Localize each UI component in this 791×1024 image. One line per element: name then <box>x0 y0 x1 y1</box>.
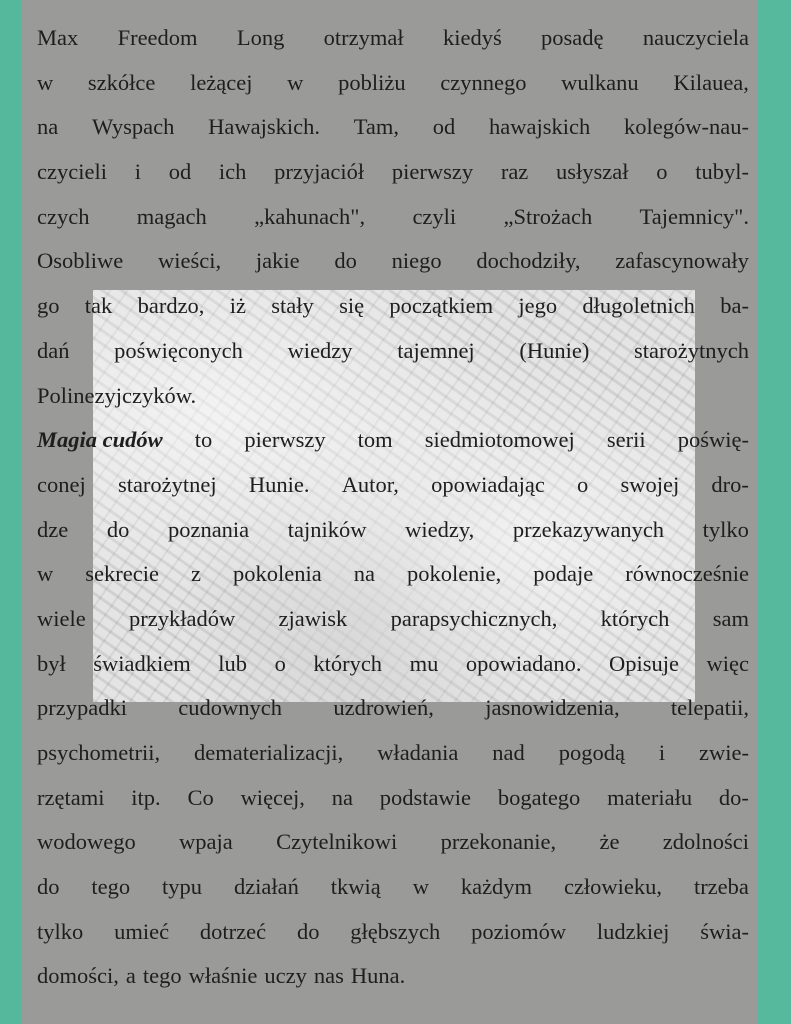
text-line <box>37 105 749 150</box>
word: których <box>600 605 670 631</box>
word: wulkanu <box>561 69 639 95</box>
text-line <box>37 239 749 284</box>
word: człowieku, <box>563 874 663 900</box>
word: że <box>599 829 620 855</box>
word: się <box>339 293 365 319</box>
word: tego <box>91 874 131 900</box>
right-border <box>758 0 791 1024</box>
word: początkiem <box>389 293 494 319</box>
word: starożytnych <box>634 337 749 363</box>
word: sekrecie <box>85 561 159 587</box>
word: na <box>353 561 375 587</box>
word: w <box>287 69 304 95</box>
word: starożytnej <box>117 471 217 497</box>
word: czyli <box>412 203 457 229</box>
word: uczy <box>264 963 307 989</box>
word: bardzo, <box>137 293 205 319</box>
word: pokolenia <box>232 561 322 587</box>
word: Tam, <box>353 114 400 140</box>
word: pobliżu <box>338 69 406 95</box>
word: do- <box>718 784 749 810</box>
word: jego <box>518 293 558 319</box>
word: przyjaciół <box>274 159 365 185</box>
word: ludzkiej <box>596 918 670 944</box>
text-line <box>37 150 749 195</box>
text-line <box>37 552 749 597</box>
word: równocześnie <box>625 561 749 587</box>
text-line <box>37 865 749 910</box>
word: wpaja <box>179 829 233 855</box>
word: poznania <box>167 516 250 542</box>
word: do <box>37 874 60 900</box>
text-line <box>37 463 749 508</box>
word: siedmiotomowej <box>424 427 575 453</box>
word: Polinezyjczyków. <box>37 382 197 408</box>
word: swojej <box>620 471 680 497</box>
word: więcej, <box>240 784 305 810</box>
word: poziomów <box>471 918 567 944</box>
word: Czytelnikowi <box>276 829 398 855</box>
word: serii <box>606 427 646 453</box>
word: w <box>412 874 429 900</box>
word: dań <box>37 337 70 363</box>
text-line <box>37 820 749 865</box>
word: jakie <box>255 248 300 274</box>
word: stały <box>271 293 314 319</box>
word: tkwią <box>330 874 381 900</box>
left-border <box>0 0 22 1024</box>
word: pokolenie, <box>406 561 502 587</box>
word: przekonanie, <box>440 829 557 855</box>
word: sam <box>712 605 749 631</box>
word: materiału <box>607 784 693 810</box>
word: jasnowidzenia, <box>485 695 620 721</box>
text-line <box>37 374 749 419</box>
word: typu <box>162 874 203 900</box>
word: Huna. <box>350 963 406 989</box>
word: tylko <box>702 516 749 542</box>
word: i <box>658 740 666 765</box>
word: władania <box>377 740 459 765</box>
book-title: Magia cudów <box>37 427 163 453</box>
word: działań <box>233 874 299 900</box>
word: do <box>296 918 320 944</box>
word: ba- <box>720 293 749 319</box>
text-line <box>37 61 749 106</box>
word: trzeba <box>693 874 749 900</box>
text-line <box>37 508 749 553</box>
word: w <box>37 69 54 95</box>
word: „kahunach", <box>254 203 366 229</box>
word: na <box>331 784 353 810</box>
word: kiedyś <box>442 25 502 50</box>
word: uzdrowień, <box>333 695 434 721</box>
word: Long <box>236 25 285 50</box>
text-line <box>37 954 749 999</box>
word: niego <box>391 248 442 274</box>
word: szkółce <box>87 69 156 95</box>
word: pogodą <box>558 740 625 765</box>
word: wieści, <box>158 248 222 274</box>
text-line <box>37 329 749 374</box>
word: dotrzeć <box>199 918 267 944</box>
word: tylko <box>37 918 84 944</box>
word: poświęconych <box>114 337 243 363</box>
word: iż <box>229 293 246 319</box>
word: dro- <box>711 471 749 497</box>
word: parapsychicznych, <box>390 605 558 631</box>
word: leżącej <box>190 69 253 95</box>
word: go <box>37 293 60 319</box>
word: zdolności <box>662 829 749 855</box>
word: Tajemnicy". <box>639 203 749 229</box>
word: Max <box>37 25 79 50</box>
word: rzętami <box>37 784 105 810</box>
word: do <box>106 516 130 542</box>
word: z <box>190 561 201 587</box>
word: Freedom <box>117 25 198 50</box>
text-line <box>37 597 749 642</box>
word: poświę- <box>677 427 749 453</box>
word: to <box>194 427 213 453</box>
word: tego <box>142 963 182 989</box>
text-line <box>37 418 749 463</box>
word: przykładów <box>129 605 236 631</box>
word: nas <box>313 963 344 989</box>
text-line <box>37 776 749 821</box>
word: conej <box>37 471 86 497</box>
word: tubyl- <box>695 159 749 185</box>
word: czycieli <box>37 159 107 185</box>
word: usłyszał <box>556 159 629 185</box>
description-text <box>37 16 749 999</box>
word: ich <box>218 159 247 185</box>
word: od <box>168 159 192 185</box>
word: Hawajskich. <box>208 114 320 140</box>
word: podaje <box>533 561 594 587</box>
word: każdym <box>460 874 533 900</box>
word: „Strożach <box>503 203 593 229</box>
word: których <box>313 650 383 676</box>
word: był <box>37 650 66 676</box>
word: o <box>577 471 589 497</box>
word: Autor, <box>341 471 399 497</box>
word: świa- <box>700 918 749 944</box>
text-line <box>37 910 749 955</box>
word: czych <box>37 203 90 229</box>
word: hawajskich <box>489 114 591 140</box>
word: tajemnej <box>397 337 475 363</box>
word: zjawisk <box>278 605 348 631</box>
word: o <box>274 650 286 676</box>
word: długoletnich <box>582 293 695 319</box>
word: świadkiem <box>93 650 191 676</box>
word: raz <box>500 159 529 185</box>
word: właśnie <box>188 963 258 989</box>
word: posadę <box>541 25 604 50</box>
word: kolegów-nau- <box>623 114 749 140</box>
word: zafascynowały <box>615 248 749 274</box>
word: pierwszy <box>244 427 326 453</box>
word: zwie- <box>698 740 749 765</box>
word: wiedzy <box>287 337 353 363</box>
word: cudownych <box>178 695 283 721</box>
word: przekazywanych <box>512 516 665 542</box>
word: otrzymał <box>323 25 404 50</box>
word: więc <box>706 650 749 676</box>
word: mu <box>409 650 439 676</box>
word: wiele <box>37 605 86 631</box>
word: opowiadając <box>431 471 545 497</box>
word: tak <box>84 293 113 319</box>
word: dematerializacji, <box>194 740 344 765</box>
text-line <box>37 686 749 731</box>
word: itp. <box>131 784 161 810</box>
word: umieć <box>114 918 170 944</box>
word: podstawie <box>379 784 472 810</box>
text-line <box>37 16 749 61</box>
word: przypadki <box>37 695 127 721</box>
word: tom <box>357 427 393 453</box>
word: Osobliwe <box>37 248 124 274</box>
word: dochodziły, <box>476 248 581 274</box>
word: pierwszy <box>391 159 474 185</box>
word: bogatego <box>497 784 581 810</box>
word: głębszych <box>350 918 441 944</box>
text-line <box>37 731 749 776</box>
word: dze <box>37 516 69 542</box>
word: a <box>125 963 136 989</box>
word: Hunie. <box>248 471 310 497</box>
word: opowiadano. <box>465 650 582 676</box>
word: na <box>37 114 59 140</box>
word: lub <box>218 650 248 676</box>
word: od <box>432 114 456 140</box>
text-line <box>37 642 749 687</box>
word: psychometrii, <box>37 740 161 765</box>
text-line <box>37 284 749 329</box>
word: (Hunie) <box>519 337 590 363</box>
word: Opisuje <box>608 650 679 676</box>
word: w <box>37 561 54 587</box>
word: nad <box>492 740 525 765</box>
word: telepatii, <box>670 695 749 721</box>
word: czynnego <box>440 69 527 95</box>
word: Co <box>187 784 214 810</box>
word: Kilauea, <box>673 69 749 95</box>
word: nauczyciela <box>642 25 749 50</box>
text-line <box>37 195 749 240</box>
word: o <box>656 159 668 185</box>
word: wiedzy, <box>405 516 475 542</box>
word: magach <box>136 203 207 229</box>
word: do <box>334 248 357 274</box>
word: domości, <box>37 963 119 989</box>
word: wodowego <box>37 829 136 855</box>
word: Wyspach <box>92 114 175 140</box>
word: i <box>134 159 141 185</box>
word: tajników <box>287 516 367 542</box>
